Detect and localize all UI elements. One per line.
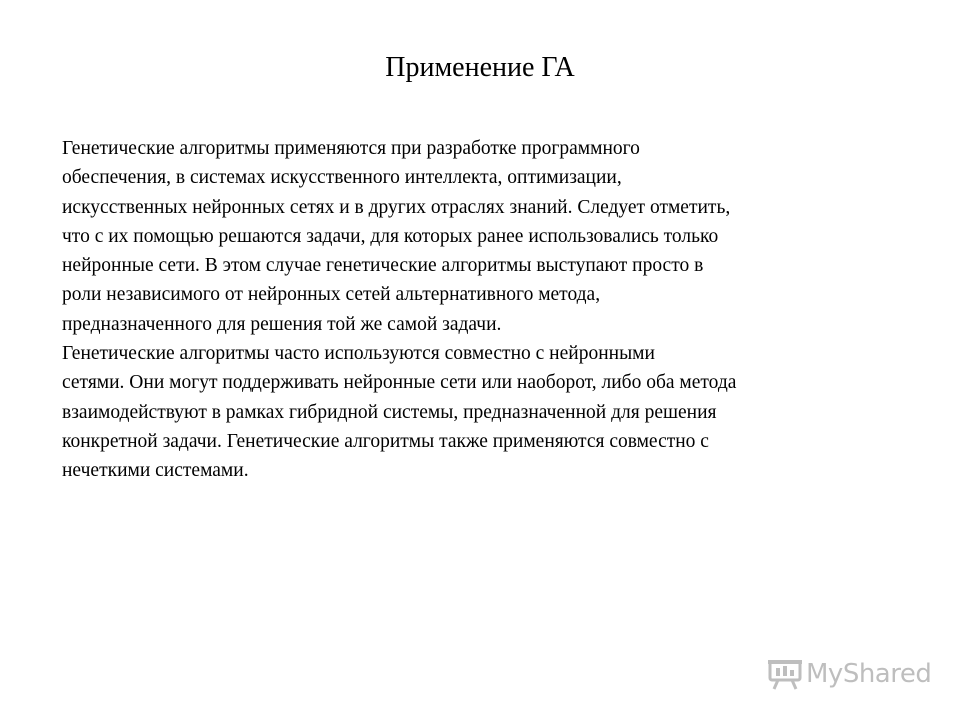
body-text xyxy=(62,134,912,486)
body-line: что с их помощью решаются задачи, для которых ранее использовались только xyxy=(62,225,719,247)
body-line: Генетические алгоритмы применяются при разработке программного xyxy=(62,138,640,159)
body-line: предназначенного для решения той же самой задачи. xyxy=(62,313,502,335)
body-line: нейронные сети. В этом случае генетические алгоритмы выступают просто в xyxy=(62,255,704,277)
presentation-board-icon xyxy=(768,658,802,690)
watermark-text: MyShared xyxy=(806,659,932,689)
body-line: Генетические алгоритмы часто используются совместно с нейронными xyxy=(62,343,655,365)
watermark-logo xyxy=(768,656,931,692)
body-line: сетями. Они могут поддерживать нейронные сети или наоборот, либо оба метода xyxy=(62,372,737,394)
slide-title: Применение ГА xyxy=(385,52,575,83)
body-line: искусственных нейронных сетях и в других отраслях знаний. Следует отметить, xyxy=(62,196,731,218)
body-line: обеспечения, в системах искусственного интеллекта, оптимизации, xyxy=(62,167,622,189)
body-line: конкретной задачи. Генетические алгоритмы также применяются совместно с xyxy=(62,430,709,452)
body-line: нечеткими системами. xyxy=(62,460,249,482)
body-line: взаимодействуют в рамках гибридной системы, предназначенной для решения xyxy=(62,401,717,423)
body-line: роли независимого от нейронных сетей альтернативного метода, xyxy=(62,284,601,306)
